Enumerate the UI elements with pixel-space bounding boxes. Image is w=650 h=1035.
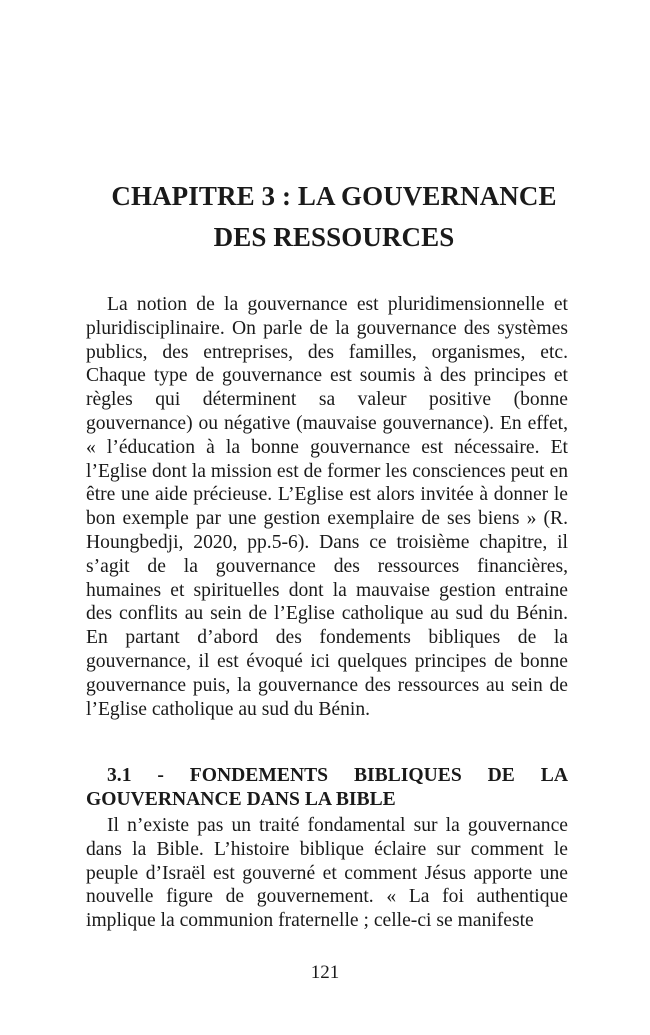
page-number: 121	[310, 962, 340, 983]
section-paragraph: Il n’existe pas un traité fondamental sur la gouvernance dans la Bible. L’histoire biblique éclaire sur comment le peuple d’Israël est gouverné et comment Jésus apporte une nouvelle figure de gouvernement. « La foi authentique implique la communion fraternelle ; celle-ci se manifeste	[86, 815, 568, 932]
chapter-title-line-2: DES RESSOURCES	[213, 222, 455, 252]
intro-paragraph: La notion de la gouvernance est pluridimensionnelle et pluridisciplinaire. On parle de la gouvernance des systèmes publics, des entreprises, des familles, organismes, etc. Chaque type de gouvernance est soumis à des principes et règles qui déterminent sa valeur positive (bonne gouvernance) ou négative (mauvaise gouvernance). En effet, « l’éducation à la bonne gouvernance est nécessaire. Et l’Eglise dont la mission est de former les consciences peut en être une aide précieuse. L’Eglise est alors invitée à donner le bon exemple par une gestion exemplaire de ses biens » (R. Houngbedji, 2020, pp.5-6). Dans ce troisième chapitre, il s’agit de la gouvernance des ressources financières, humaines et spirituelles dont la mauvaise gestion entraine des conflits au sein de l’Eglise catholique au sud du Bénin. En partant d’abord des fondements bibliques de la gouvernance, il est évoqué ici quelques principes de bonne gouvernance puis, la gouvernance des ressources au sein de l’Eglise catholique au sud du Bénin.	[86, 294, 568, 720]
chapter-title	[60, 176, 608, 258]
section-heading	[86, 764, 568, 812]
chapter-title-line-1: CHAPITRE 3 : LA GOUVERNANCE	[111, 181, 557, 211]
section-heading-line-2: GOUVERNANCE DANS LA BIBLE	[86, 789, 396, 810]
section-heading-line-1: 3.1 - FONDEMENTS BIBLIQUES DE LA	[107, 765, 568, 786]
